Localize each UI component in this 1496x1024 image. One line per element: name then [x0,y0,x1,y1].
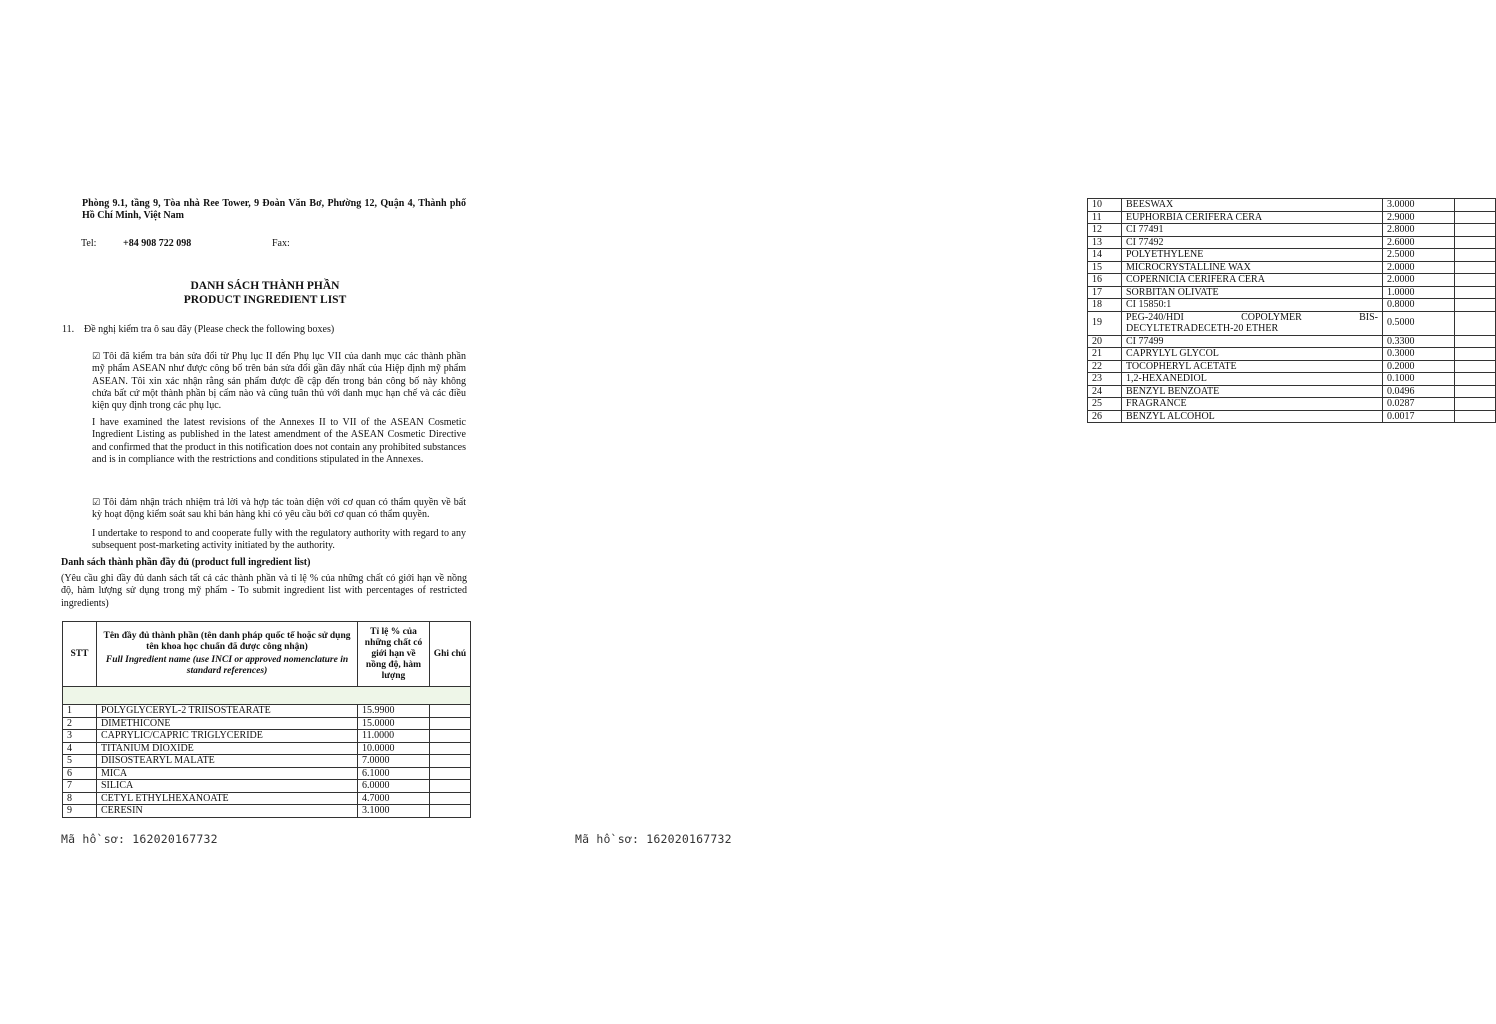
header-name-en: Full Ingredient name (use INCI or approved nomenclature in standard references) [105,655,349,676]
cell-percent: 0.0496 [1383,385,1455,398]
full-list-note: (Yêu cầu ghi đầy đủ danh sách tất cả các thành phần và tỉ lệ % của những chất có giới hạn về nồng độ, hàm lượng sử dụng trong mỹ phẩm - To submit ingredient list with percentages of restricted ingredients) [61,573,467,609]
cell-percent: 3.1000 [358,805,430,818]
cell-percent: 15.0000 [358,717,430,730]
cell-stt: 21 [1088,348,1122,361]
cell-ingredient: CAPRYLIC/CAPRIC TRIGLYCERIDE [97,730,358,743]
declaration-text: Tôi đảm nhận trách nhiệm trả lời và hợp tác toàn diện với cơ quan có thẩm quyền về bất kỳ hoạt động kiểm soát sau khi bán hàng khi có yêu cầu bởi cơ quan có thẩm quyền. [92,497,466,521]
table-row [1088,224,1496,237]
table-row [63,755,471,768]
document-page-right [512,0,1415,1024]
fax-label: Fax: [272,238,290,249]
table-rows [63,705,471,818]
table-row [1088,335,1496,348]
cell-stt: 4 [63,742,97,755]
tel-value: +84 908 722 098 [123,238,192,249]
cell-ingredient: COPERNICIA CERIFERA CERA [1122,274,1383,287]
table-row [1088,360,1496,373]
cell-percent: 0.1000 [1383,373,1455,386]
cell-ingredient: CI 77491 [1122,224,1383,237]
table-row [63,742,471,755]
cell-ingredient: POLYGLYCERYL-2 TRIISOSTEARATE [97,705,358,718]
cell-ingredient: TITANIUM DIOXIDE [97,742,358,755]
cell-stt: 2 [63,717,97,730]
cell-percent: 0.5000 [1383,311,1455,335]
table-row [1088,373,1496,386]
cell-ingredient: CI 15850:1 [1122,299,1383,312]
cell-note [430,742,471,755]
cell-stt: 23 [1088,373,1122,386]
cell-note [430,805,471,818]
cell-note [1455,261,1496,274]
title-english: PRODUCT INGREDIENT LIST [183,294,347,306]
cell-percent: 1.0000 [1383,286,1455,299]
cell-percent: 2.8000 [1383,224,1455,237]
cell-stt: 11 [1088,211,1122,224]
cell-percent: 11.0000 [358,730,430,743]
cell-percent: 3.0000 [1383,199,1455,212]
table-row [1088,261,1496,274]
cell-stt: 3 [63,730,97,743]
cell-ingredient: SORBITAN OLIVATE [1122,286,1383,299]
cell-ingredient: SILICA [97,780,358,793]
cell-percent: 2.6000 [1383,236,1455,249]
cell-stt: 8 [63,792,97,805]
cell-stt: 20 [1088,335,1122,348]
declaration-text: Tôi đã kiểm tra bản sửa đổi từ Phụ lục II đến Phụ lục VII của danh mục các thành phần mỹ phẩm ASEAN như được công bố trên bản sửa đổi gần đây nhất của Hiệp định mỹ phẩm ASEAN. Tôi xin xác nhận rằng sản phẩm được đề cập đến trong bản công bố này không chứa bất cứ một thành phần bị cấm nào và cũng tuân thủ với danh mục hạn chế và các điều kiện quy định trong các phụ lục. [92,351,466,412]
declaration-2-vi [92,497,466,522]
cell-ingredient: CI 77499 [1122,335,1383,348]
cell-note [430,705,471,718]
cell-percent: 10.0000 [358,742,430,755]
cell-ingredient: BEESWAX [1122,199,1383,212]
cell-stt: 14 [1088,249,1122,262]
cell-percent: 2.0000 [1383,274,1455,287]
table-header-row [63,622,471,687]
cell-note [1455,348,1496,361]
cell-stt: 5 [63,755,97,768]
declaration-1-en: I have examined the latest revisions of the Annexes II to VII of the ASEAN Cosmetic Ingredient Listing as published in the latest amendment of the ASEAN Cosmetic Directive and confirmed that the product in this notification does not contain any prohibited substances and is in compliance with the restrictions and conditions stipulated in the Annexes. [92,417,466,465]
cell-ingredient: DIISOSTEARYL MALATE [97,755,358,768]
cell-ingredient: CERESIN [97,805,358,818]
header-percent: Tỉ lệ % của những chất có giới hạn về nồng độ, hàm lượng [358,622,430,687]
cell-note [1455,385,1496,398]
declaration-2-en: I undertake to respond to and cooperate fully with the regulatory authority with regard to any subsequent post-marketing activity initiated by the authority. [92,528,466,552]
cell-percent: 15.9900 [358,705,430,718]
cell-note [1455,311,1496,335]
cell-note [1455,373,1496,386]
checked-box-icon: ☑ [92,498,101,508]
document-page-left [0,0,512,1024]
checked-box-icon: ☑ [92,352,101,362]
table-row [1088,398,1496,411]
table-row [1088,299,1496,312]
table-row [63,805,471,818]
cell-ingredient: CAPRYLYL GLYCOL [1122,348,1383,361]
cell-note [1455,360,1496,373]
cell-percent: 2.9000 [1383,211,1455,224]
cell-note [430,730,471,743]
header-note: Ghi chú [430,622,471,687]
cell-stt: 26 [1088,410,1122,423]
cell-note [1455,224,1496,237]
cell-stt: 10 [1088,199,1122,212]
cell-text: BIS- [1359,311,1378,323]
company-address: Phòng 9.1, tầng 9, Tòa nhà Ree Tower, 9 Đoàn Văn Bơ, Phường 12, Quận 4, Thành phố Hồ Chí Minh, Việt Nam [82,198,466,221]
cell-stt: 22 [1088,360,1122,373]
cell-note [430,792,471,805]
table-row [63,792,471,805]
cell-note [430,755,471,768]
cell-percent: 0.3300 [1383,335,1455,348]
question-text: Đề nghị kiểm tra ô sau đây (Please check the following boxes) [84,324,335,335]
cell-percent: 0.8000 [1383,299,1455,312]
cell-stt: 12 [1088,224,1122,237]
cell-percent: 0.0287 [1383,398,1455,411]
table-row [63,730,471,743]
cell-note [1455,211,1496,224]
cell-ingredient: EUPHORBIA CERIFERA CERA [1122,211,1383,224]
cell-note [1455,236,1496,249]
cell-percent: 2.0000 [1383,261,1455,274]
cell-note [1455,199,1496,212]
cell-note [1455,398,1496,411]
cell-stt: 7 [63,780,97,793]
cell-stt: 18 [1088,299,1122,312]
cell-percent: 6.0000 [358,780,430,793]
cell-ingredient: CETYL ETHYLHEXANOATE [97,792,358,805]
table-row [63,717,471,730]
cell-stt: 24 [1088,385,1122,398]
cell-stt: 25 [1088,398,1122,411]
cell-percent: 7.0000 [358,755,430,768]
cell-note [1455,299,1496,312]
cell-ingredient: CI 77492 [1122,236,1383,249]
cell-note [1455,274,1496,287]
header-name-vi: Tên đầy đủ thành phần (tên danh pháp quốc tế hoặc sử dụng tên khoa học chuẩn đã được công nhận) [103,631,351,652]
cell-stt: 9 [63,805,97,818]
table-row [1088,410,1496,423]
table-row [1088,199,1496,212]
cell-ingredient: MICA [97,767,358,780]
cell-ingredient: FRAGRANCE [1122,398,1383,411]
table-row [63,705,471,718]
table-rows [1088,199,1496,312]
cell-ingredient: DIMETHICONE [97,717,358,730]
cell-note [430,780,471,793]
cell-ingredient: MICROCRYSTALLINE WAX [1122,261,1383,274]
cell-stt: 6 [63,767,97,780]
table-row [63,767,471,780]
table-row [1088,274,1496,287]
cell-ingredient: BENZYL BENZOATE [1122,385,1383,398]
cell-note [1455,410,1496,423]
cell-stt: 16 [1088,274,1122,287]
cell-text: PEG-240/HDI [1126,311,1184,323]
cell-note [430,767,471,780]
table-row [63,780,471,793]
cell-percent: 0.2000 [1383,360,1455,373]
cell-percent: 4.7000 [358,792,430,805]
table-row [1088,236,1496,249]
cell-stt: 13 [1088,236,1122,249]
cell-ingredient [1122,311,1383,335]
cell-percent: 6.1000 [358,767,430,780]
cell-stt: 1 [63,705,97,718]
table-row [1088,286,1496,299]
record-code: Mã hồ sơ: 162020167732 [575,832,732,846]
full-list-title: Danh sách thành phần đầy đủ (product full ingredient list) [61,557,311,568]
cell-stt: 15 [1088,261,1122,274]
cell-note [1455,286,1496,299]
table-rows [1088,335,1496,423]
cell-percent: 2.5000 [1383,249,1455,262]
record-code: Mã hồ sơ: 162020167732 [61,832,218,846]
cell-percent: 0.3000 [1383,348,1455,361]
question-number: 11. [62,324,75,335]
table-row [1088,348,1496,361]
cell-ingredient: 1,2-HEXANEDIOL [1122,373,1383,386]
cell-text: DECYLTETRADECETH-20 ETHER [1126,323,1279,334]
cell-note [1455,335,1496,348]
declaration-1-vi [92,351,466,412]
cell-text: COPOLYMER [1241,311,1302,323]
cell-stt: 19 [1088,311,1122,335]
table-row-19 [1088,311,1496,335]
table-row [1088,249,1496,262]
tel-label: Tel: [81,238,97,249]
cell-percent: 0.0017 [1383,410,1455,423]
table-row [1088,385,1496,398]
cell-stt: 17 [1088,286,1122,299]
cell-ingredient: TOCOPHERYL ACETATE [1122,360,1383,373]
cell-note [1455,249,1496,262]
cell-ingredient: BENZYL ALCOHOL [1122,410,1383,423]
table-row [1088,311,1496,335]
ingredient-table-part-2 [1087,198,1496,423]
cell-note [430,717,471,730]
ingredient-table-part-1 [62,621,471,818]
cell-ingredient: POLYETHYLENE [1122,249,1383,262]
table-row [1088,211,1496,224]
header-ingredient-name [97,622,358,687]
table-spacer-row [63,687,471,705]
title-vietnamese: DANH SÁCH THÀNH PHẦN [190,280,340,292]
header-stt: STT [63,622,97,687]
